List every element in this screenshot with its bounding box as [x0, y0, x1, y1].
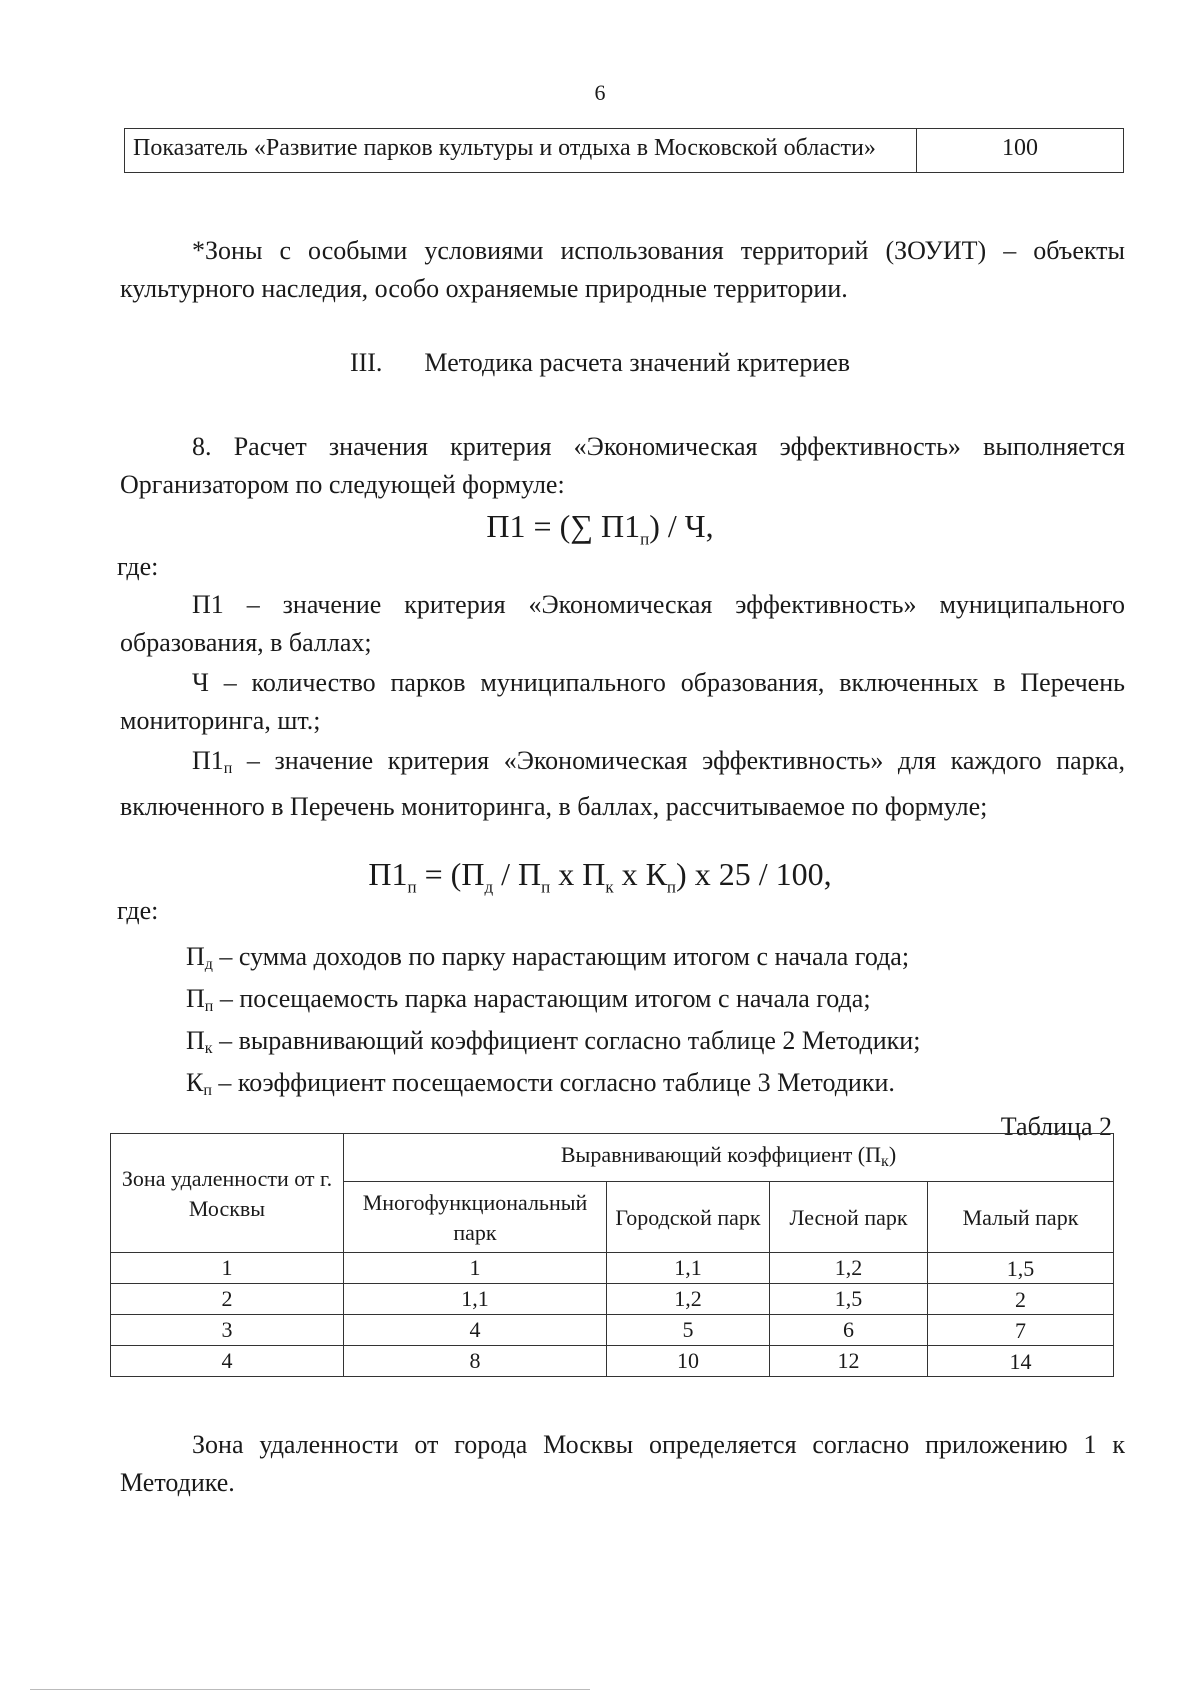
formula-part: П1 — [368, 856, 408, 892]
table-cell: 2 — [111, 1284, 344, 1315]
table-cell: 7 — [928, 1315, 1114, 1346]
group-header-text: Выравнивающий коэффициент (П — [560, 1142, 882, 1167]
formula-part: ) x 25 / 100, — [676, 856, 832, 892]
definition-p1p — [120, 742, 1125, 826]
definition-p1p-symbol: П1 — [192, 746, 224, 775]
table-cell: 10 — [607, 1346, 770, 1377]
table-cell: 1,5 — [770, 1284, 928, 1315]
definition-symbol: К — [186, 1068, 204, 1097]
table-row — [125, 129, 1124, 173]
definition-text: – коэффициент посещаемости согласно таблице 3 Методики. — [211, 1068, 895, 1097]
table-header-row — [111, 1134, 1114, 1182]
definition-p1: П1 – значение критерия «Экономическая эффективность» муниципального образования, в баллах; — [120, 590, 1125, 657]
column-header: Лесной парк — [770, 1182, 928, 1253]
table-cell: 12 — [770, 1346, 928, 1377]
indicator-table — [124, 128, 1124, 173]
definition-kp — [186, 1068, 895, 1100]
section-title: Методика расчета значений критериев — [424, 348, 851, 377]
formula-p1-lhs: П1 = (∑ П1 — [486, 508, 641, 544]
formula-sub: п — [541, 877, 551, 897]
definition-p1p-text: – значение критерия «Экономическая эффективность» для каждого парка, включенного в Перечень мониторинга, в баллах, рассчитываемое по формуле; — [120, 746, 1125, 821]
table-cell: 2 — [928, 1284, 1114, 1315]
definition-symbol: П — [186, 942, 205, 971]
definition-sub: к — [204, 1040, 213, 1057]
definition-text: – посещаемость парка нарастающим итогом с начала года; — [213, 984, 871, 1013]
table-cell: 1 — [111, 1253, 344, 1284]
where-label-2: где: — [117, 896, 159, 925]
table-cell: 3 — [111, 1315, 344, 1346]
definition-text: – сумма доходов по парку нарастающим итогом с начала года; — [212, 942, 910, 971]
table-caption: Таблица 2 — [1000, 1112, 1112, 1141]
definition-pk — [186, 1026, 920, 1058]
indicator-value: 100 — [917, 129, 1124, 173]
table-cell: 14 — [928, 1346, 1114, 1377]
column-header: Малый парк — [928, 1182, 1114, 1253]
table-cell: 5 — [607, 1315, 770, 1346]
definition-p1p-sub: п — [223, 760, 233, 777]
table-cell: 1,1 — [607, 1253, 770, 1284]
definition-pp — [186, 984, 871, 1016]
group-header-close: ) — [888, 1142, 897, 1167]
definition-sub: п — [204, 998, 214, 1015]
table-cell: 4 — [111, 1346, 344, 1377]
formula-sub: д — [484, 877, 494, 897]
table-cell: 8 — [344, 1346, 607, 1377]
table-row — [111, 1284, 1114, 1315]
formula-part: = (П — [416, 856, 485, 892]
definition-symbol: П — [186, 1026, 205, 1055]
formula-p1-sub: п — [640, 529, 650, 549]
where-label: где: — [117, 552, 159, 581]
coefficient-table — [110, 1133, 1114, 1377]
definition-sub: п — [203, 1082, 212, 1099]
column-header: Городской парк — [607, 1182, 770, 1253]
formula-p1p — [0, 856, 1200, 897]
table-cell: 1,1 — [344, 1284, 607, 1315]
definition-pd — [186, 942, 909, 974]
formula-part: x К — [613, 856, 667, 892]
table-cell: 1 — [344, 1253, 607, 1284]
paragraph-8: 8. Расчет значения критерия «Экономическая эффективность» выполняется Организатором по следующей формуле: — [120, 432, 1125, 499]
section-number: III. — [349, 348, 383, 377]
column-header: Многофункциональный парк — [344, 1182, 607, 1253]
group-header — [344, 1134, 1114, 1182]
definition-text: – выравнивающий коэффициент согласно таблице 2 Методики; — [212, 1026, 921, 1055]
page-bottom-rule — [30, 1689, 590, 1690]
table-row — [111, 1253, 1114, 1284]
formula-p1 — [0, 508, 1200, 549]
formula-sub: п — [666, 877, 677, 897]
formula-sub: п — [407, 877, 417, 897]
table-row — [111, 1315, 1114, 1346]
formula-part: / П — [493, 856, 542, 892]
indicator-label: Показатель «Развитие парков культуры и отдыха в Московской области» — [125, 129, 917, 173]
zone-header: Зона удаленности от г. Москвы — [111, 1134, 344, 1253]
formula-sub: к — [605, 877, 614, 897]
definition-symbol: П — [186, 984, 205, 1013]
formula-part: x П — [550, 856, 606, 892]
table-cell: 1,2 — [770, 1253, 928, 1284]
formula-p1-rhs: ) / Ч, — [649, 508, 714, 544]
table-cell: 1,5 — [928, 1253, 1114, 1284]
page-number: 6 — [594, 80, 606, 105]
table-cell: 1,2 — [607, 1284, 770, 1315]
group-header-sub: к — [881, 1153, 889, 1170]
table-cell: 6 — [770, 1315, 928, 1346]
definition-sub: д — [204, 956, 213, 973]
section-heading — [0, 348, 1200, 378]
table-cell: 4 — [344, 1315, 607, 1346]
closing-paragraph: Зона удаленности от города Москвы определяется согласно приложению 1 к Методике. — [120, 1430, 1125, 1497]
table-row — [111, 1346, 1114, 1377]
footnote: *Зоны с особыми условиями использования территорий (ЗОУИТ) – объекты культурного наследия, особо охраняемые природные территории. — [120, 236, 1125, 303]
definition-ch: Ч – количество парков муниципального образования, включенных в Перечень мониторинга, шт.; — [120, 668, 1125, 735]
